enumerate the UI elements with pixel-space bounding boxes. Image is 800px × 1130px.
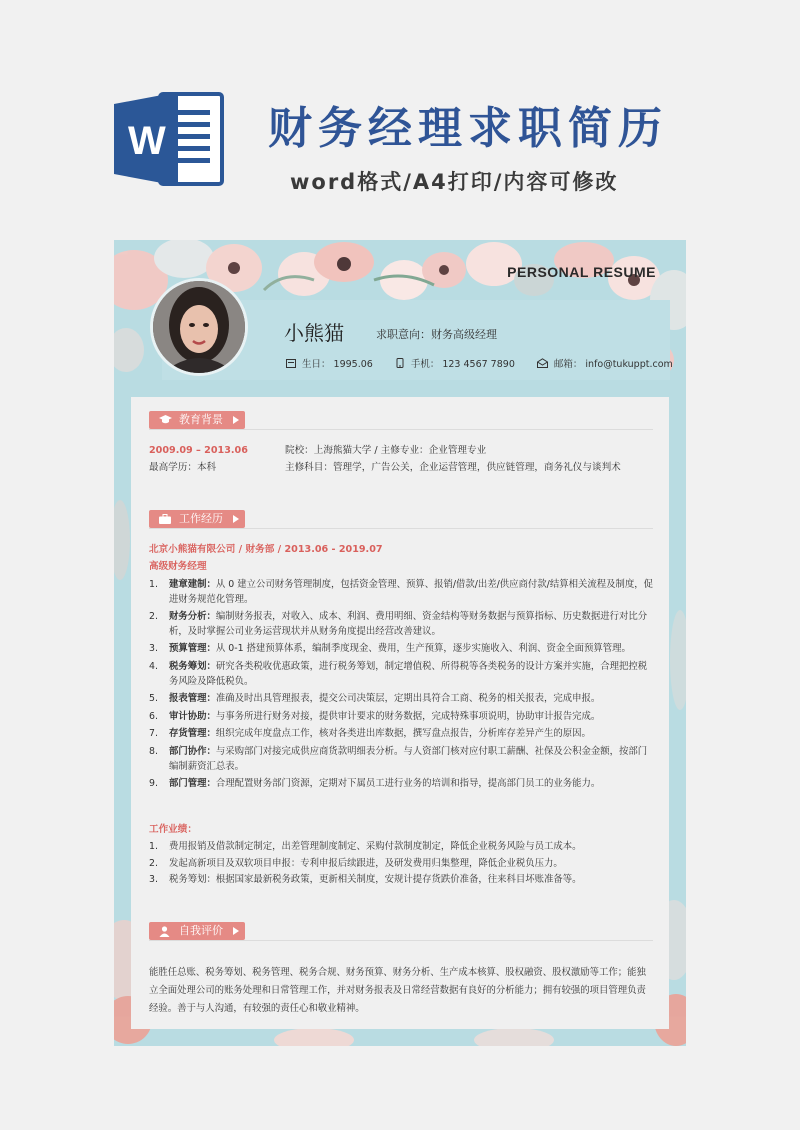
phone-text: 手机： 123 4567 7890 — [410, 359, 515, 370]
education-degree: 最高学历：本科 — [149, 462, 217, 473]
education-courses: 主修科目：管理学，广告公关，企业运营管理，供应链管理，商务礼仪与谈判术 — [285, 462, 621, 473]
list-item: 1. 建章建制：从 0 建立公司财务管理制度，包括资金管理、预算、报销/借款/出差/供应商付款/结算相关流程及制度，促进财务规范化管理。 — [149, 579, 653, 605]
performance-list — [149, 840, 653, 890]
self-eval-heading-label: 自我评价 — [179, 924, 223, 937]
education-school: 院校：上海熊猫大学 / 主修专业：企业管理专业 — [285, 445, 487, 456]
banner-subtitle: word格式/A4打印/内容可修改 — [290, 170, 619, 194]
avatar — [150, 278, 248, 376]
list-item: 2. 财务分析：编制财务报表，对收入、成本、利润、费用明细、资金结构等财务数据与预算指标、历史数据进行对比分析，及时掌握公司业务运营现状并从财务角度提出经营改善建议。 — [149, 611, 648, 637]
list-item: 8. 部门协作：与采购部门对接完成供应商货款明细表分析。与人资部门核对应付职工薪酬、社保及公积金金额，按部门编制薪资汇总表。 — [149, 745, 648, 772]
work-heading — [149, 510, 245, 528]
chevron-right-icon — [233, 416, 239, 424]
chevron-right-icon — [233, 515, 239, 523]
contact-birthday — [286, 356, 373, 370]
self-eval-text: 能胜任总账、税务筹划、税务管理、税务合规、财务预算、财务分析、生产成本核算、股权融资、股权激励等工作；能独立全面处理公司的账务处理和日常管理工作，并对财务报表及日常经营数据有良好的分析能力；拥有较强的项目管理负责经验。善于与人沟通，有较强的责任心和敬业精神。 — [149, 967, 646, 1014]
work-heading-label: 工作经历 — [179, 512, 223, 525]
phone-icon — [395, 358, 405, 368]
contact-row — [286, 356, 676, 370]
personal-resume-label: PERSONAL RESUME — [507, 264, 656, 280]
education-heading-label: 教育背景 — [179, 413, 223, 426]
word-icon — [112, 88, 228, 190]
birthday-text: 生日： 1995.06 — [302, 359, 373, 370]
work-company-line: 北京小熊猫有限公司 / 财务部 / 2013.06 - 2019.07 — [149, 544, 383, 555]
section-divider — [149, 528, 653, 529]
section-divider — [149, 940, 653, 941]
calendar-icon — [286, 358, 296, 368]
graduation-cap-icon — [159, 415, 172, 425]
work-position: 高级财务经理 — [149, 561, 207, 572]
user-icon — [159, 926, 170, 937]
job-intent: 求职意向：财务高级经理 — [376, 328, 497, 341]
chevron-right-icon — [233, 927, 239, 935]
resume-content — [131, 397, 669, 1029]
self-eval-heading — [149, 922, 245, 940]
banner-title: 财务经理求职简历 — [268, 103, 668, 154]
list-item: 3. 税务筹划：根据国家最新税务政策，更新相关制度，安规计提存货跌价准备，往来科目坏账准备等。 — [149, 874, 582, 886]
list-item: 9. 部门管理：合理配置财务部门资源，定期对下属员工进行业务的培训和指导，提高部门员工的业务能力。 — [149, 778, 601, 790]
list-item: 6. 审计协助：与事务所进行财务对接，提供审计要求的财务数据，完成特殊事项说明，协助审计报告完成。 — [149, 710, 601, 722]
contact-phone — [395, 356, 515, 370]
contact-email — [537, 356, 673, 370]
work-duty-list — [149, 578, 653, 795]
briefcase-icon — [159, 514, 171, 524]
list-item: 3. 预算管理：从 0-1 搭建预算体系，编制季度现金、费用，生产预算，逐步实施收入、利润、资金全面预算管理。 — [149, 643, 631, 655]
word-logo-letter: W — [128, 119, 166, 163]
list-item: 2. 发起高新项目及双软项目申报：专利申报后续跟进，及研发费用归集整理，降低企业税负压力。 — [149, 857, 563, 869]
education-heading — [149, 411, 245, 429]
candidate-name: 小熊猫 — [284, 321, 344, 345]
performance-heading: 工作业绩： — [149, 824, 197, 835]
list-item: 1. 费用报销及借款制定制定，出差管理制度制定、采购付款制度制定，降低企业税务风险与员工成本。 — [149, 841, 582, 852]
list-item: 4. 税务筹划：研究各类税收优惠政策，进行税务筹划，制定增值税、所得税等各类税务的设计方案并实施，合理把控税务风险及降低税负。 — [149, 660, 648, 687]
resume-paper — [114, 240, 686, 1046]
email-text: 邮箱： info@tukuppt.com — [553, 359, 673, 370]
list-item: 7. 存货管理：组织完成年度盘点工作，核对各类进出库数据，撰写盘点报告，分析库存差异产生的原因。 — [149, 728, 591, 740]
list-item: 5. 报表管理：准确及时出具管理报表，提交公司决策层，定期出具符合工商、税务的相关报表，完成申报。 — [149, 693, 601, 705]
education-period: 2009.09 – 2013.06 — [149, 445, 248, 456]
section-divider — [149, 429, 653, 430]
mail-icon — [537, 358, 548, 368]
